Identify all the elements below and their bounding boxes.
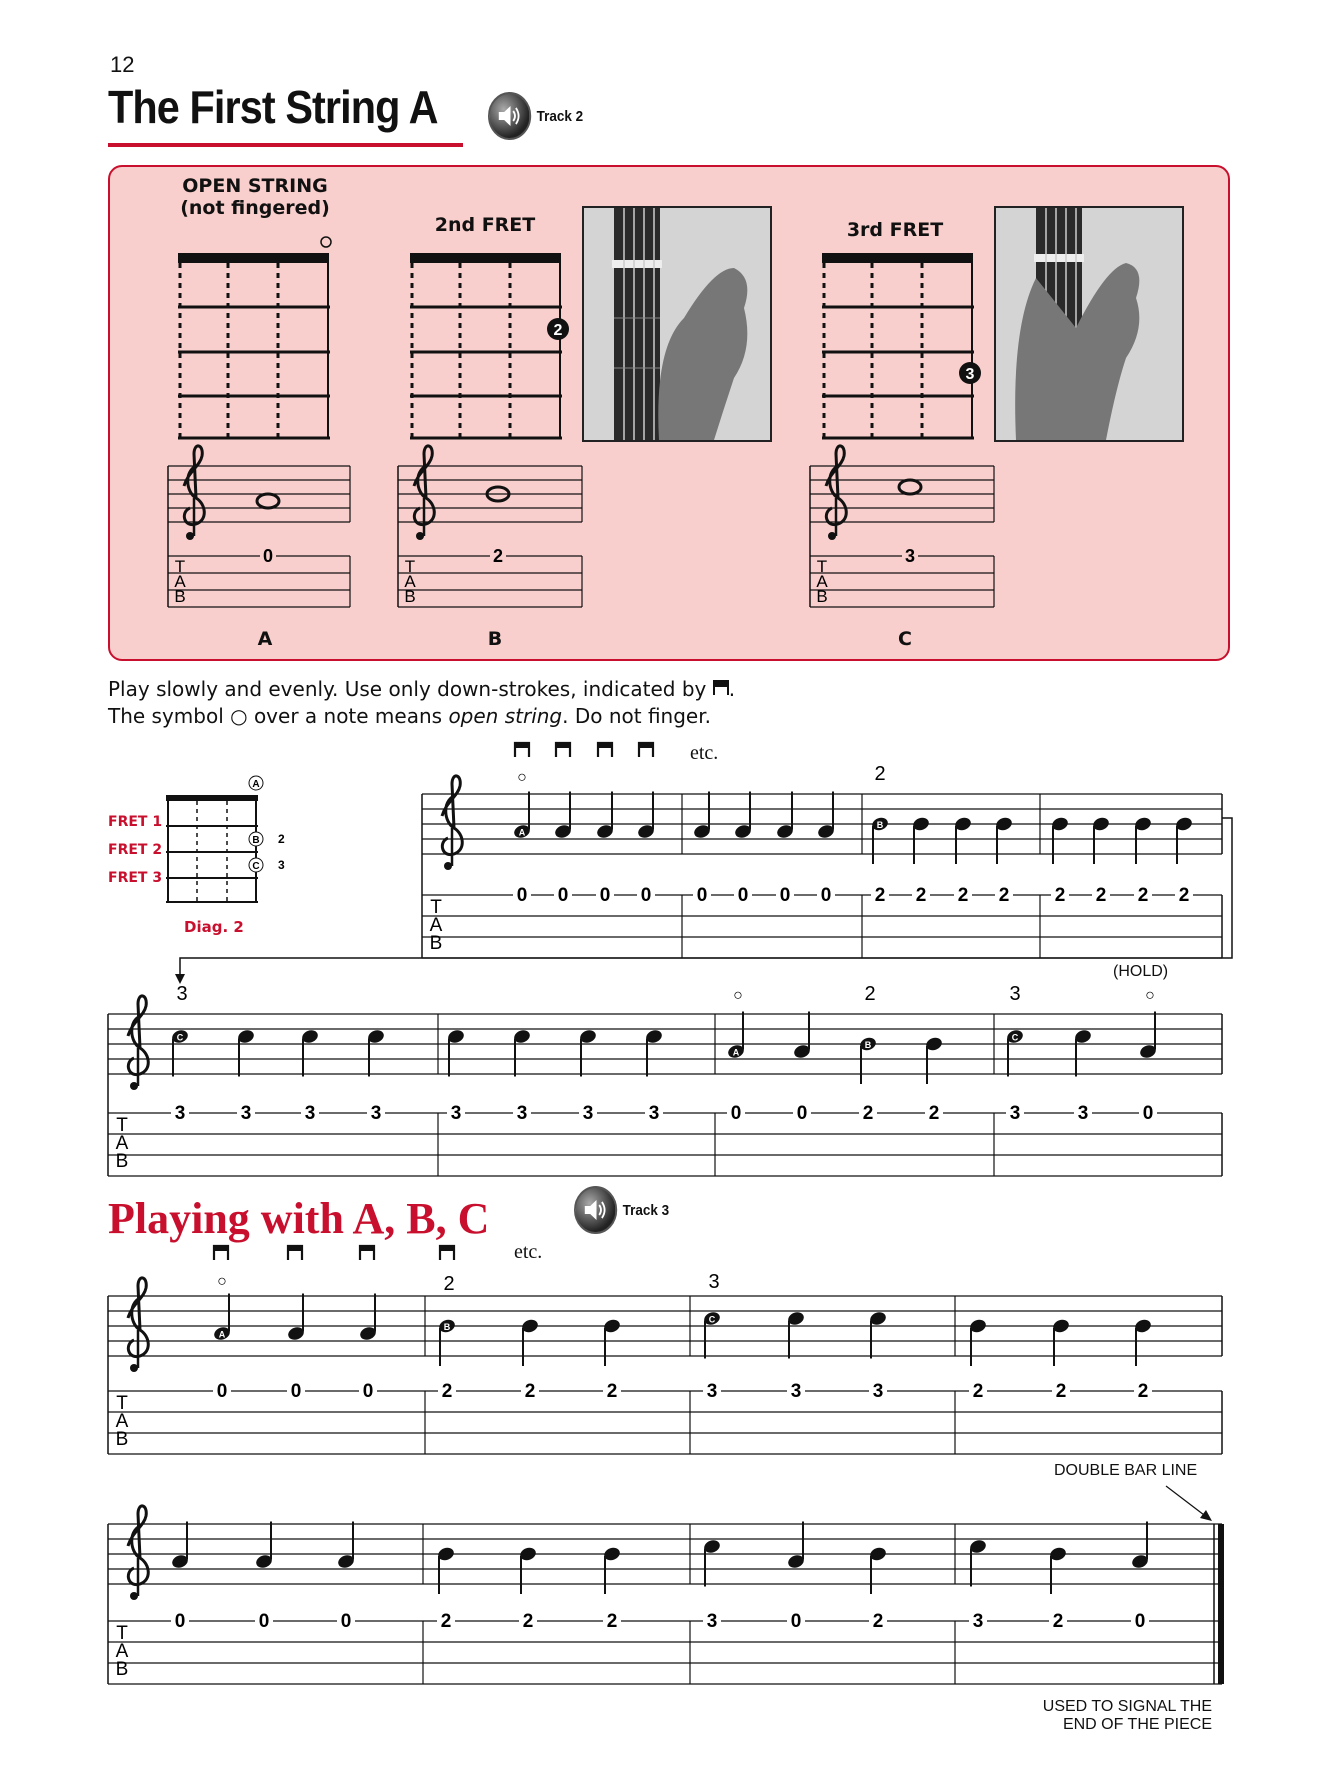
double-bar-thick [1218,1524,1224,1684]
tab-number: 3 [1009,1103,1021,1124]
tab-number: 3 [904,546,916,566]
treble-clef-icon [128,1506,148,1600]
tab-clef-letter: B [115,1659,129,1680]
open-string-marker: ○ [1145,987,1155,1004]
diag2-fret-labels: FRET 1 FRET 2 FRET 3 [108,814,163,886]
tab-number: 2 [915,885,927,906]
tab-number: 2 [1055,1381,1067,1402]
down-stroke-icon [639,743,653,757]
tab-number: 2 [1052,1611,1064,1632]
tab-number: 2 [1054,885,1066,906]
tab-clef-letter: B [404,587,416,606]
treble-clef-icon [128,1278,148,1372]
note-head-letter: C [176,1032,184,1043]
tab-number: 3 [972,1611,984,1632]
tab-number: 0 [696,885,708,906]
note-head-letter: A [732,1047,740,1058]
svg-text:C: C [252,861,260,872]
finger-2-marker: 2 [553,322,563,339]
double-bar-label: DOUBLE BAR LINE [1054,1462,1198,1479]
tab-number: 0 [1134,1611,1146,1632]
tab-clef-letter: A [115,1133,129,1154]
tab-number: 2 [862,1103,874,1124]
fret2-label: 2nd FRET [434,214,536,236]
tab-number: 2 [957,885,969,906]
treble-clef-icon [414,446,434,540]
tab-number: 0 [258,1611,270,1632]
tab-number: 2 [492,546,504,566]
tab-number: 2 [524,1381,536,1402]
fret-diagram-2nd [410,253,569,438]
tab-clef-letter: T [816,557,828,576]
tab-number: 0 [216,1381,228,1402]
treble-clef-icon [442,776,462,870]
tab-number: 0 [790,1611,802,1632]
tab-number: 3 [370,1103,382,1124]
svg-text:2: 2 [278,832,285,846]
tab-number: 2 [872,1611,884,1632]
note-head-letter: B [864,1040,872,1050]
down-stroke-icon [214,1246,228,1260]
tab-clef-letter: T [430,897,442,918]
speaker-icon [574,1186,617,1234]
tab-number: 3 [582,1103,594,1124]
tab-number: 0 [340,1611,352,1632]
finger-number: 2 [443,1273,455,1295]
note-head-letter: C [708,1314,716,1325]
instructions: Play slowly and evenly. Use only down-strokes, indicated by . The symbol ○ over a note means open string. Do not finger. [108,677,736,728]
etc-label-1: etc. [690,742,719,764]
tab-number: 0 [290,1381,302,1402]
svg-text:A: A [252,779,260,790]
fret3-label: 3rd FRET [846,219,944,241]
arrow-head [1200,1510,1212,1521]
note-name-b: B [487,628,503,650]
tab-number: 2 [1137,1381,1149,1402]
finger-number: 2 [864,983,876,1005]
tab-number: 0 [640,885,652,906]
etc-label-2: etc. [514,1241,543,1263]
tab-number: 3 [790,1381,802,1402]
tab-number: 0 [362,1381,374,1402]
tab-number: 3 [706,1611,718,1632]
tab-number: 2 [440,1611,452,1632]
tab-number: 2 [441,1381,453,1402]
tab-number: 3 [1077,1103,1089,1124]
down-stroke-icon [515,743,529,757]
finger-number: 3 [176,983,188,1005]
tab-number: 2 [928,1103,940,1124]
note-head-letter: A [218,1329,226,1340]
tab-clef-letter: B [174,587,186,606]
tab-number: 3 [174,1103,186,1124]
fret-diagram-3rd [822,253,981,438]
diag2-caption: Diag. 2 [184,918,244,936]
track-label: Track 2 [536,107,584,125]
treble-clef-icon [826,446,846,540]
tab-number: 0 [1142,1103,1154,1124]
track-label: Track 3 [622,1201,670,1219]
tab-clef-letter: A [115,1411,129,1432]
arrow-icon [1166,1486,1208,1518]
tab-number: 2 [1137,885,1149,906]
tab-clef-letter: A [404,572,416,591]
treble-clef-icon [128,996,148,1090]
tab-clef-letter: T [116,1393,128,1414]
tab-number: 2 [522,1611,534,1632]
note-name-c: C [898,628,912,650]
section-title: Playing with A, B, C [108,1194,490,1243]
tab-number: 0 [599,885,611,906]
tab-clef-letter: T [116,1623,128,1644]
tab-number: 0 [557,885,569,906]
open-string-marker: ○ [217,1273,227,1290]
tab-number: 2 [606,1381,618,1402]
page-title: The First String A [108,81,438,133]
tab-number: 0 [730,1103,742,1124]
note-head-letter: B [876,820,884,830]
note-head-letter: B [443,1322,451,1332]
treble-clef-icon [184,446,204,540]
down-stroke-icon [556,743,570,757]
tab-number: 0 [516,885,528,906]
tab-number: 0 [262,546,274,566]
down-stroke-icon [288,1246,302,1260]
svg-text:B: B [252,835,260,846]
finger-number: 3 [1009,983,1021,1005]
hold-label: (HOLD) [1113,963,1169,980]
finger-3-marker: 3 [965,366,975,383]
tab-clef-letter: B [115,1151,129,1172]
finger-number: 3 [708,1271,720,1293]
finger-number: 2 [874,763,886,785]
down-stroke-icon [360,1246,374,1260]
open-string-marker: ○ [733,987,743,1004]
page-number: 12 [110,52,135,77]
tab-number: 2 [972,1381,984,1402]
tab-number: 2 [874,885,886,906]
tab-number: 0 [174,1611,186,1632]
tab-number: 0 [779,885,791,906]
tab-number: 2 [1178,885,1190,906]
tab-clef-letter: A [429,915,443,936]
whole-note [257,494,279,508]
note-head-letter: A [518,827,526,838]
tab-number: 3 [240,1103,252,1124]
tab-number: 2 [606,1611,618,1632]
note-name-a: A [257,628,273,650]
track-3-badge[interactable] [574,1186,669,1234]
tab-clef-letter: T [404,557,416,576]
tab-clef-letter: T [116,1115,128,1136]
tab-number: 2 [998,885,1010,906]
tab-number: 3 [706,1381,718,1402]
open-string-label: OPEN STRING (not fingered) [180,175,330,219]
tab-number: 3 [304,1103,316,1124]
down-stroke-icon [440,1246,454,1260]
tab-clef-letter: A [174,572,186,591]
tab-clef-letter: T [174,557,186,576]
fret-diagram-open [178,237,331,438]
diagram-2 [160,770,300,910]
tab-clef-letter: B [816,587,828,606]
tab-number: 0 [796,1103,808,1124]
tab-clef-letter: B [115,1429,129,1450]
note-head-letter: C [1011,1032,1019,1043]
end-label: USED TO SIGNAL THE END OF THE PIECE [1042,1698,1212,1733]
tab-number: 3 [872,1381,884,1402]
svg-text:3: 3 [278,858,285,872]
tab-number: 0 [820,885,832,906]
tab-number: 3 [450,1103,462,1124]
tab-clef-letter: A [816,572,828,591]
tab-number: 3 [516,1103,528,1124]
tab-number: 3 [648,1103,660,1124]
down-stroke-icon [713,680,729,696]
tab-number: 0 [737,885,749,906]
whole-note [899,480,921,494]
tab-clef-letter: B [429,933,443,954]
tab-clef-letter: A [115,1641,129,1662]
down-stroke-icon [598,743,612,757]
open-string-marker: ○ [517,769,527,786]
tab-number: 2 [1095,885,1107,906]
